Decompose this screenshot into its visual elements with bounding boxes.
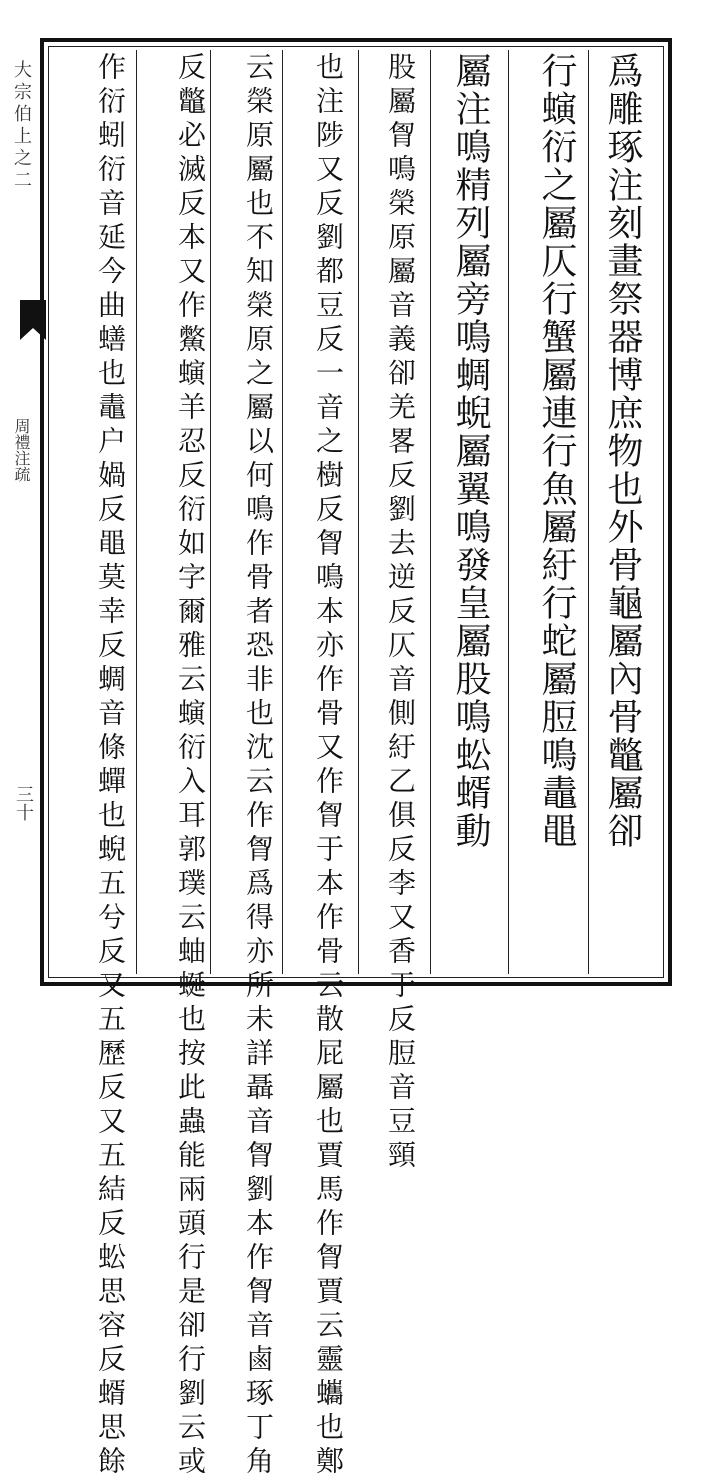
text-column-4: 股屬胷鳴榮原屬音義卻羌畧反劉去逆反仄音側紆乙俱反李又香于反脰音豆頸 (384, 52, 417, 1174)
column-divider (430, 50, 431, 974)
column-divider (358, 50, 359, 974)
text-column-3: 屬注鳴精列屬旁鳴蜩蜺屬翼鳴發皇屬股鳴蚣蝑動 (450, 52, 491, 850)
text-column-5: 也注陟又反劉都豆反一音之樹反胷鳴本亦作骨又作胷于本作骨云散屁屬也賈馬作胷賈云靈蠵也鄭 (312, 52, 345, 1480)
column-divider (282, 50, 283, 974)
margin-page-number: 三十 (13, 785, 34, 821)
margin-book-label: 周禮注疏 (12, 418, 31, 482)
text-column-2: 行螾衍之屬仄行蟹屬連行魚屬紆行蛇屬脰鳴鼃黽 (536, 52, 577, 850)
column-divider (588, 50, 589, 974)
text-column-1: 爲雕琢注刻畫祭器博庶物也外骨龜屬內骨鼈屬卻 (602, 52, 643, 850)
text-column-8: 作衍蚓衍音延今曲蟮也鼃户媧反黽莫幸反蜩音條蟬也蜺五兮反又五歷反又五結反蚣思容反蝑思餘 (94, 52, 127, 1480)
text-column-6: 云榮原屬也不知榮原之屬以何鳴作骨者恐非也沈云作胷爲得亦所未詳聶音胷劉本作胷音鹵琢丁角 (242, 52, 275, 1480)
fishtail-mark-icon (20, 300, 46, 340)
text-column-7: 反鼈必滅反本又作鱉螾羊忍反衍如字爾雅云螾衍入耳郭璞云蚰蜒也按此蟲能兩頭行是卻行劉云或 (174, 52, 207, 1480)
column-divider (136, 50, 137, 974)
column-divider (508, 50, 509, 974)
margin-title: 大宗伯上之二 (11, 60, 32, 192)
